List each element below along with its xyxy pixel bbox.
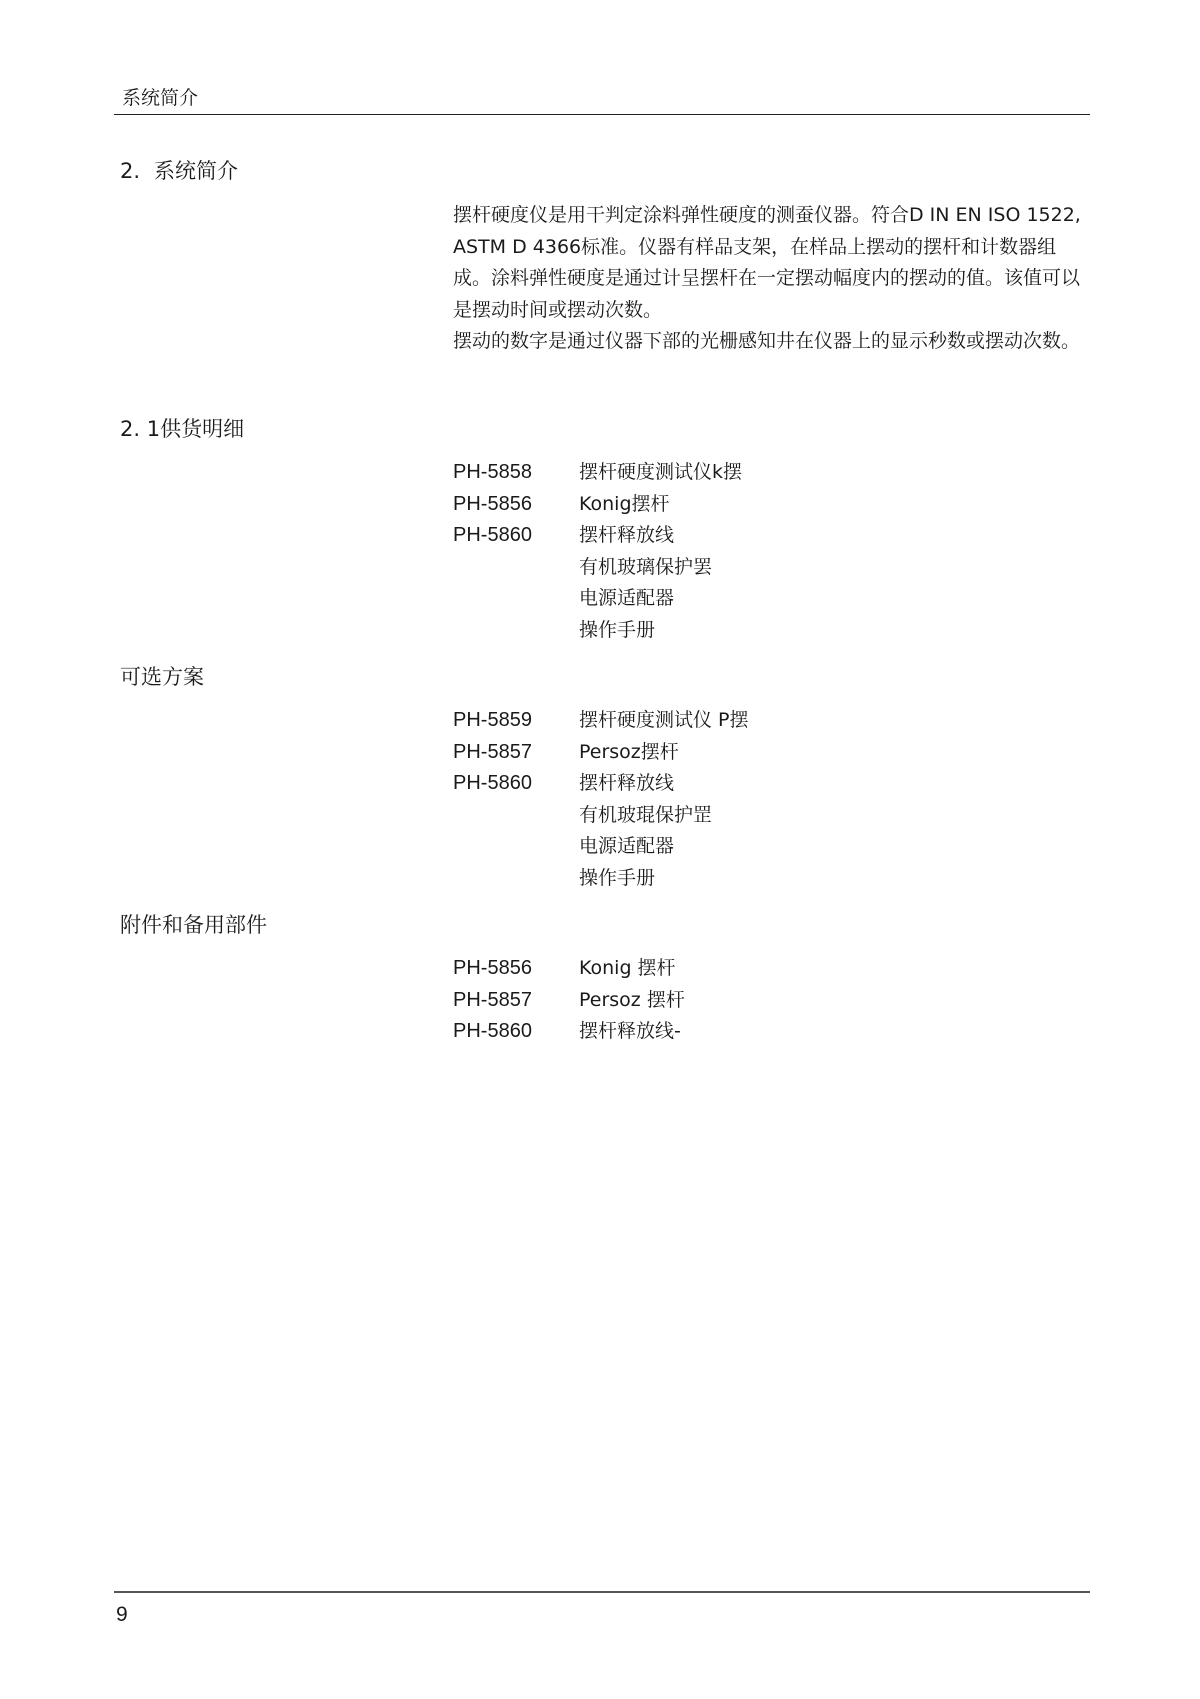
section-heading-overview [120, 158, 238, 184]
list-item [453, 457, 953, 489]
supply-item-list [453, 457, 953, 646]
item-code: PH-5856 [453, 957, 532, 979]
list-item [453, 552, 953, 584]
item-code: PH-5860 [453, 1020, 532, 1042]
item-description: 摆杆硬度测试仪 P摆 [579, 709, 749, 731]
item-description: Persoz 摆杆 [579, 988, 685, 1011]
item-description: Persoz摆杆 [579, 740, 679, 763]
item-code: PH-5857 [453, 740, 532, 763]
item-description: 有机玻琨保护罡 [579, 803, 713, 826]
section-number: 2. [120, 159, 141, 183]
subsection-heading-accessories: 附件和备用部件 [120, 913, 267, 937]
list-item [453, 737, 953, 769]
accessories-item-list [453, 953, 953, 1048]
item-description: 电源适配器 [579, 835, 675, 857]
item-description: 摆杆硬度测试仪k摆 [579, 461, 743, 483]
item-description: 有机玻璃保护罢 [579, 555, 713, 578]
item-code: PH-5857 [453, 988, 532, 1011]
item-code: PH-5856 [453, 492, 532, 515]
list-item [453, 1016, 953, 1048]
list-item [453, 800, 953, 832]
list-item [453, 705, 953, 737]
subsection-heading-supply: 2. 1供货明细 [120, 417, 245, 441]
header-divider [114, 114, 1090, 115]
item-code: PH-5858 [453, 461, 532, 483]
item-description: 操作手册 [579, 866, 656, 889]
item-code: PH-5859 [453, 709, 532, 731]
running-header-title: 系统简介 [122, 87, 199, 109]
page-number: 9 [116, 1603, 128, 1626]
intro-text [453, 200, 1093, 358]
item-description: 电源适配器 [579, 587, 675, 609]
intro-paragraph-1: 摆杆硬度仪是用干判定涂料弹性硬度的测蚕仪器。符合D IN EN ISO 1522, ASTM D 4366标准。仪器有样品支架，在样品上摆动的摆杆和计数器组成。涂料弹性硬度是通过计呈摆杆在一定摆动幅度内的摆动的值。该值可以是摆动时间或摆动次数。 [453, 204, 1081, 321]
intro-paragraph-2: 摆动的数字是通过仪器下部的光栅感知井在仪器上的显示秒数或摆动次数。 [453, 330, 1081, 352]
list-item [453, 583, 953, 615]
list-item [453, 863, 953, 895]
item-description: Konig摆杆 [579, 492, 670, 515]
list-item [453, 489, 953, 521]
list-item [453, 768, 953, 800]
item-description: 摆杆释放线 [579, 524, 675, 546]
item-description: Konig 摆杆 [579, 957, 676, 979]
list-item [453, 953, 953, 985]
list-item [453, 831, 953, 863]
list-item [453, 615, 953, 647]
options-item-list [453, 705, 953, 894]
section-title: 系统简介 [154, 159, 239, 183]
item-description: 摆杆释放线- [579, 1020, 681, 1042]
list-item [453, 520, 953, 552]
item-description: 摆杆释放线 [579, 772, 675, 794]
footer-divider [114, 1591, 1090, 1593]
item-code: PH-5860 [453, 772, 532, 794]
subsection-heading-options: 可选方案 [120, 665, 204, 689]
item-description: 操作手册 [579, 618, 656, 641]
item-code: PH-5860 [453, 524, 532, 546]
list-item [453, 985, 953, 1017]
